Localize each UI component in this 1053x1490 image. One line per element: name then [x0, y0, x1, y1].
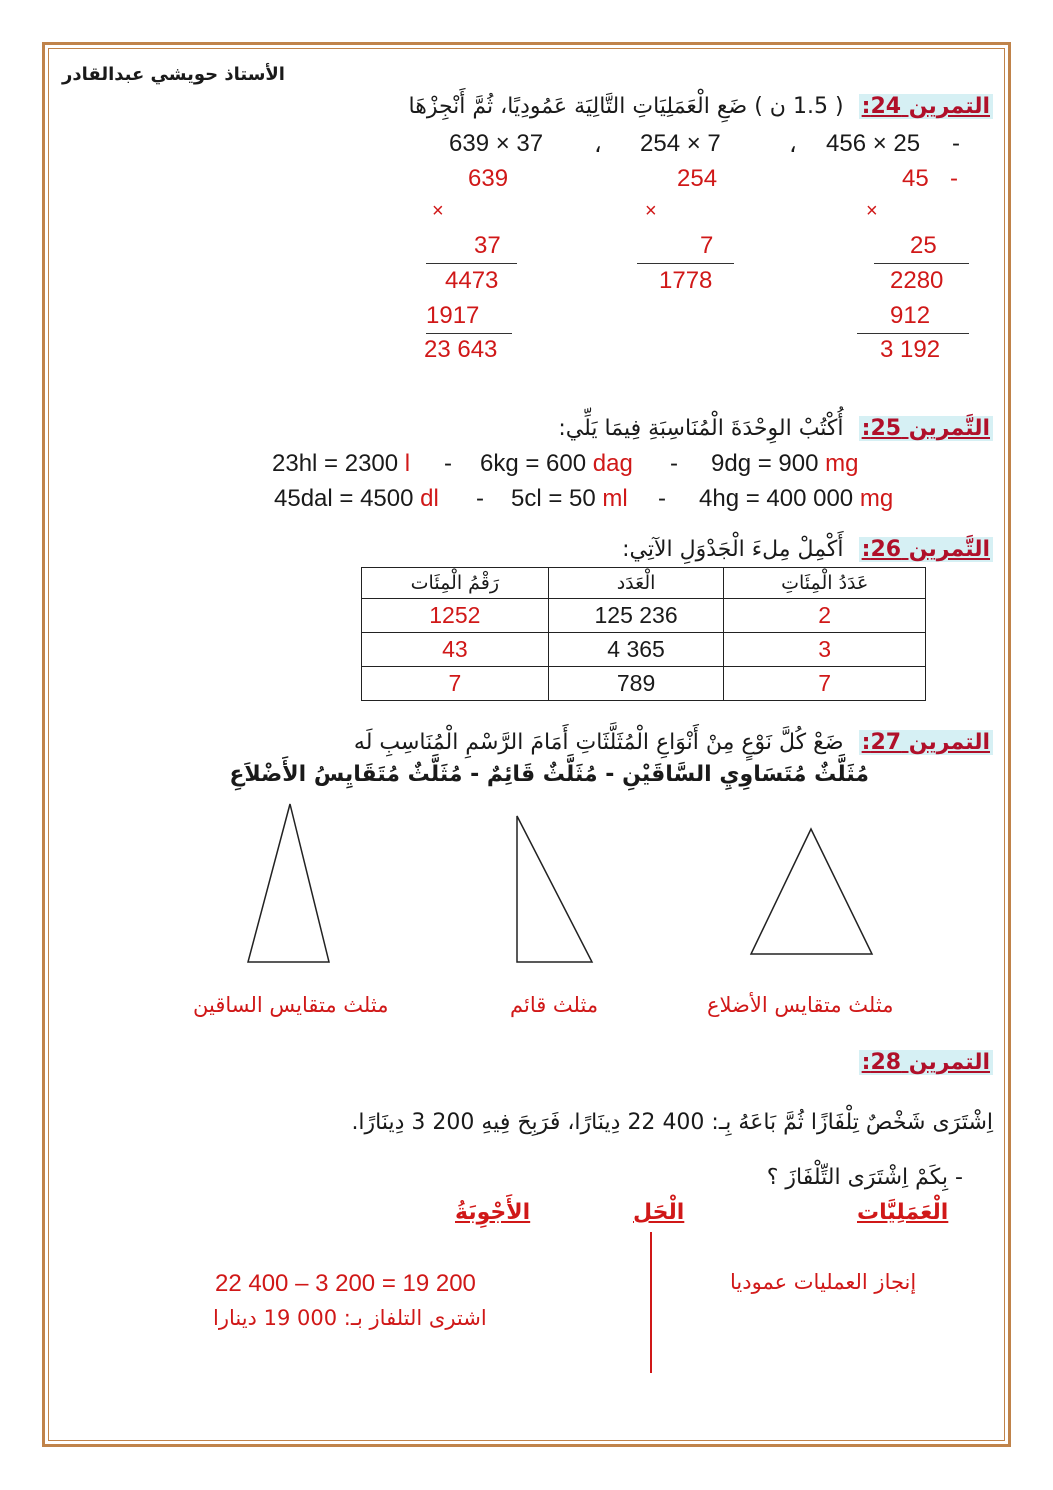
equation: 22 400 – 3 200 = 19 200: [215, 1270, 476, 1297]
table-cell: 789: [548, 667, 724, 701]
table-cell: 4 365: [548, 633, 724, 667]
ex25-r2-c1: 4hg = 400 000 mg: [699, 485, 894, 512]
ex25-sep: -: [444, 450, 452, 477]
table-cell: 2: [724, 599, 926, 633]
ex28-label: التمرين 28:: [859, 1050, 993, 1075]
col3-sign: ×: [432, 200, 444, 222]
ex24-op3: 639 × 37: [449, 130, 544, 157]
col1-b: 25: [910, 232, 937, 259]
col-operations-title: الْعَمَلِيَّات: [857, 1200, 949, 1225]
col2-b: 7: [700, 232, 714, 259]
ex25-r1-c3: 23hl = 2300 l: [272, 450, 411, 477]
col1-a: 45: [902, 165, 929, 192]
col1-p2: 912: [890, 302, 931, 329]
equilateral-triangle: [751, 829, 872, 954]
answer-isosceles: مثلث متقايس الساقين: [193, 993, 389, 1017]
col-solution-title: الْحَل: [633, 1200, 685, 1225]
ex26-instruction: أَكْمِلْ مِلءَ الْجَدْوَلِ الآتِي:: [622, 537, 844, 562]
ex25-r1-c2: 6kg = 600 dag: [480, 450, 633, 477]
ex25-r1-c1: 9dg = 900 mg: [711, 450, 859, 477]
ex28-header: [859, 1050, 993, 1075]
col1-dash: -: [950, 165, 958, 192]
col3-a: 639: [468, 165, 509, 192]
ops-text: إنجاز العمليات عموديا: [730, 1270, 917, 1294]
ex24-dash: -: [952, 130, 960, 157]
answer-equilateral: مثلث متقايس الأضلاع: [707, 993, 894, 1017]
col1-result: 3 192: [880, 336, 941, 363]
col3-p1: 4473: [445, 267, 499, 294]
col1-sign: ×: [866, 200, 878, 222]
ex25-sep: -: [670, 450, 678, 477]
ex26-label: التَّمرين 26:: [859, 537, 993, 562]
ex25-instruction: أُكْتُبْ الوِحْدَةَ الْمُنَاسِبَةِ فِيمَا يَلِّي:: [558, 416, 844, 441]
col3-result: 23 643: [424, 336, 498, 363]
ex24-comma-1: ،: [789, 131, 797, 158]
ex27-label: التمرين 27:: [859, 730, 993, 755]
table-header: رَقْمُ الْمِئَات: [362, 568, 549, 599]
table-cell: 7: [362, 667, 549, 701]
ex25-sep: -: [658, 485, 666, 512]
table-cell: 1252: [362, 599, 549, 633]
col2-a: 254: [677, 165, 718, 192]
col3-b: 37: [474, 232, 501, 259]
col2-sign: ×: [645, 200, 657, 222]
ex27-instruction: ضَعْ كُلَّ نَوْعٍ مِنْ أَنْوَاعِ الْمُثَلَّثَاتِ أَمَامَ الرَّسْمِ الْمُنَاسِبِ لَه: [353, 730, 844, 755]
col-answers-title: الأَجْوِبَةُ: [455, 1200, 531, 1225]
table-cell: 7: [724, 667, 926, 701]
table-cell: 3: [724, 633, 926, 667]
ex24-label: التمرين 24:: [859, 94, 993, 119]
ex25-sep: -: [476, 485, 484, 512]
table-header: الْعَدَد: [548, 568, 724, 599]
table-cell: 125 236: [548, 599, 724, 633]
isosceles-triangle: [248, 804, 329, 962]
ex25-label: التَّمرين 25:: [859, 416, 993, 441]
ex28-problem: اِشْتَرَى شَخْصٌ تِلْفَازًا ثُمَّ بَاعَهُ بِـ: 400 22 دِينَارًا، فَرَبِحَ فِيهِ 200 3 دِينَارًا.: [351, 1110, 993, 1135]
ex24-instruction: ( 1.5 ن ) ضَعِ الْعَمَلِيَاتِ التَّالِيَة عَمُودِيًا، ثُمَّ أَنْجِزْهَا: [408, 94, 844, 119]
ex24-op2: 254 × 7: [640, 130, 721, 157]
teacher-name: الأستاذ حويشي عبدالقادر: [62, 64, 285, 85]
ex24-comma-2: ،: [594, 131, 602, 158]
col1-p1: 2280: [890, 267, 944, 294]
ex27-types: مُثَلَّثٌ مُتَسَاوِيِ السَّاقَيْنِ - مُثَلَّثٌ قَائِمٌ - مُثَلَّثٌ مُتَقَايِسُ الأَضْلاَعِ: [229, 762, 869, 787]
table-header: عَدَدُ الْمِئَاتِ: [724, 568, 926, 599]
right-triangle: [517, 816, 592, 962]
ex25-r2-c2: 5cl = 50 ml: [511, 485, 628, 512]
ex28-question: - بِكَمْ اِشْتَرَى التِّلْفَازَ ؟: [766, 1165, 963, 1190]
ex24-op1: 456 × 25: [826, 130, 921, 157]
ex25-r2-c3: 45dal = 4500 dl: [274, 485, 439, 512]
col3-p2: 1917: [426, 302, 480, 329]
table-cell: 43: [362, 633, 549, 667]
answer-right: مثلث قائم: [510, 993, 599, 1017]
final-answer: اشترى التلفاز بـ: 000 19 دينارا: [213, 1306, 487, 1330]
col2-p1: 1778: [659, 267, 713, 294]
